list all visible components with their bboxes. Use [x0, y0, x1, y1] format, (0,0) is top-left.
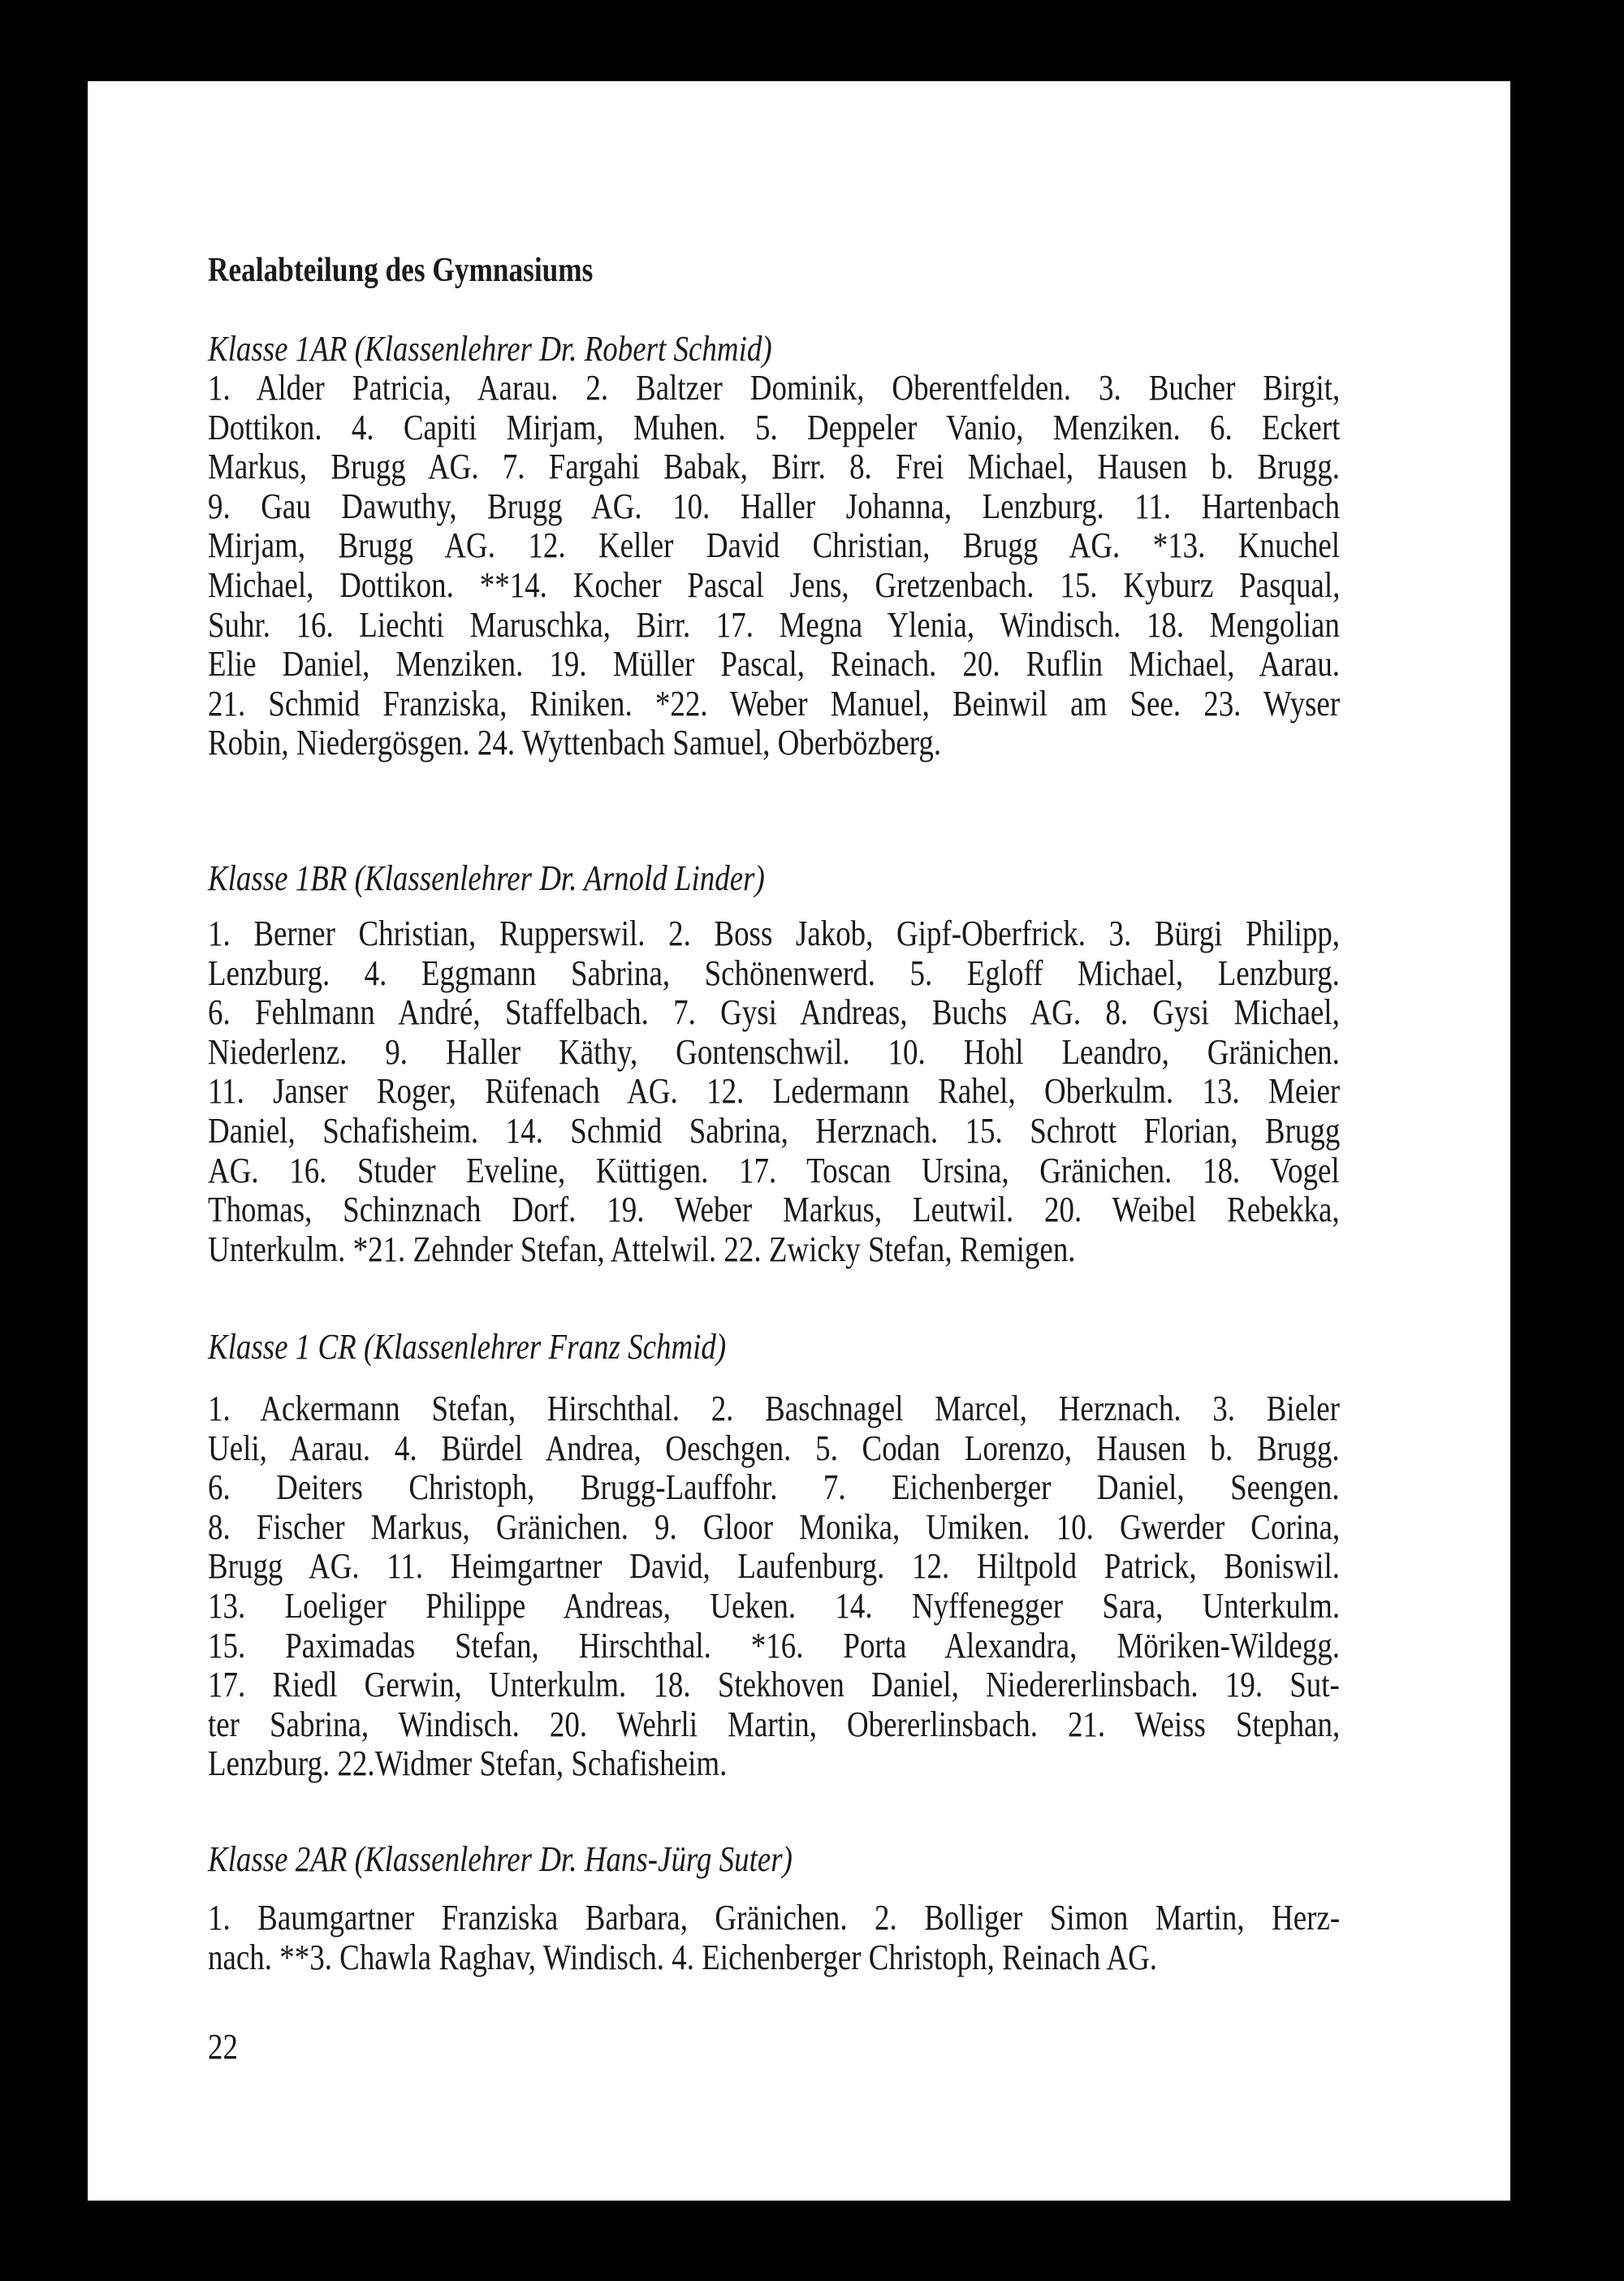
- class-title: [208, 1328, 1340, 1367]
- text-line: 13. Loeliger Philippe Andreas, Ueken. 14. Nyffenegger Sara, Unterkulm.: [208, 1585, 1341, 1626]
- class-title: [208, 1840, 1340, 1880]
- class-title: [208, 330, 1340, 369]
- text-line: Lenzburg. 4. Eggmann Sabrina, Schönenwerd. 5. Egloff Michael, Lenzburg.: [208, 953, 1340, 993]
- text-line: Thomas, Schinznach Dorf. 19. Weber Markus, Leutwil. 20. Weibel Rebekka,: [208, 1190, 1340, 1230]
- text-line: Markus, Brugg AG. 7. Fargahi Babak, Birr. 8. Frei Michael, Hausen b. Brugg.: [208, 447, 1341, 487]
- text-line: Ueli, Aarau. 4. Bürdel Andrea, Oeschgen. 5. Codan Lorenzo, Hausen b. Brugg.: [208, 1428, 1340, 1468]
- text-line: Brugg AG. 11. Heimgartner David, Laufenburg. 12. Hiltpold Patrick, Boniswil.: [208, 1546, 1341, 1587]
- heading-text: Realabteilung des Gymnasiums: [208, 252, 594, 289]
- class-title: [208, 859, 1340, 899]
- text-line: Lenzburg. 22.Widmer Stefan, Schafisheim.: [208, 1743, 728, 1784]
- class-title-text: Klasse 1AR (Klassenlehrer Dr. Robert Schmid): [208, 329, 772, 369]
- section-heading: [208, 251, 1340, 291]
- text-line: nach. **3. Chawla Raghav, Windisch. 4. Eichenberger Christoph, Reinach AG.: [208, 1937, 1158, 1977]
- text-line: Daniel, Schafisheim. 14. Schmid Sabrina, Herznach. 15. Schrott Florian, Brugg: [208, 1110, 1341, 1151]
- text-line: 21. Schmid Franziska, Riniken. *22. Weber Manuel, Beinwil am See. 23. Wyser: [208, 683, 1341, 724]
- student-list: [208, 369, 1340, 763]
- student-list: [208, 914, 1340, 1269]
- student-list: [208, 1899, 1340, 1977]
- text-line: 8. Fischer Markus, Gränichen. 9. Gloor Monika, Umiken. 10. Gwerder Corina,: [208, 1506, 1341, 1547]
- student-list: [208, 1389, 1340, 1784]
- text-line: Niederlenz. 9. Haller Käthy, Gontenschwil. 10. Hohl Leandro, Gränichen.: [208, 1031, 1340, 1072]
- text-line: 6. Deiters Christoph, Brugg-Lauffohr. 7. Eichenberger Daniel, Seengen.: [208, 1467, 1340, 1508]
- page-number: 22: [208, 2027, 238, 2067]
- text-line: 11. Janser Roger, Rüfenach AG. 12. Ledermann Rahel, Oberkulm. 13. Meier: [208, 1071, 1341, 1112]
- text-line: 6. Fehlmann André, Staffelbach. 7. Gysi Andreas, Buchs AG. 8. Gysi Michael,: [208, 992, 1340, 1033]
- class-title-text: Klasse 1 CR (Klassenlehrer Franz Schmid): [208, 1327, 727, 1367]
- text-line: 1. Berner Christian, Rupperswil. 2. Boss Jakob, Gipf-Oberfrick. 3. Bürgi Philipp,: [208, 914, 1341, 953]
- text-line: Dottikon. 4. Capiti Mirjam, Muhen. 5. Deppeler Vanio, Menziken. 6. Eckert: [208, 407, 1341, 447]
- text-line: Mirjam, Brugg AG. 12. Keller David Christian, Brugg AG. *13. Knuchel: [208, 525, 1341, 566]
- text-line: 17. Riedl Gerwin, Unterkulm. 18. Stekhoven Daniel, Niedererlinsbach. 19. Sut-: [208, 1665, 1340, 1705]
- text-line: Unterkulm. *21. Zehnder Stefan, Attelwil. 22. Zwicky Stefan, Remigen.: [208, 1229, 1076, 1269]
- class-title-text: Klasse 2AR (Klassenlehrer Dr. Hans-Jürg Suter): [208, 1839, 793, 1879]
- text-line: 9. Gau Dawuthy, Brugg AG. 10. Haller Johanna, Lenzburg. 11. Hartenbach: [208, 486, 1340, 526]
- text-line: ter Sabrina, Windisch. 20. Wehrli Martin, Obererlinsbach. 21. Weiss Stephan,: [208, 1704, 1341, 1744]
- text-line: 1. Ackermann Stefan, Hirschthal. 2. Baschnagel Marcel, Herznach. 3. Bieler: [208, 1389, 1340, 1428]
- text-line: AG. 16. Studer Eveline, Küttigen. 17. Toscan Ursina, Gränichen. 18. Vogel: [208, 1150, 1340, 1190]
- class-title-text: Klasse 1BR (Klassenlehrer Dr. Arnold Linder): [208, 858, 765, 898]
- text-line: Elie Daniel, Menziken. 19. Müller Pascal, Reinach. 20. Ruflin Michael, Aarau.: [208, 644, 1341, 685]
- text-line: Michael, Dottikon. **14. Kocher Pascal Jens, Gretzenbach. 15. Kyburz Pasqual,: [208, 564, 1341, 605]
- text-line: Suhr. 16. Liechti Maruschka, Birr. 17. Megna Ylenia, Windisch. 18. Mengolian: [208, 604, 1340, 645]
- text-line: Robin, Niedergösgen. 24. Wyttenbach Samuel, Oberbözberg.: [208, 723, 942, 763]
- text-line: 1. Alder Patricia, Aarau. 2. Baltzer Dominik, Oberentfelden. 3. Bucher Birgit,: [208, 368, 1341, 408]
- text-line: 15. Paximadas Stefan, Hirschthal. *16. Porta Alexandra, Möriken-Wildegg.: [208, 1625, 1340, 1665]
- text-line: 1. Baumgartner Franziska Barbara, Gränichen. 2. Bolliger Simon Martin, Herz-: [208, 1898, 1341, 1938]
